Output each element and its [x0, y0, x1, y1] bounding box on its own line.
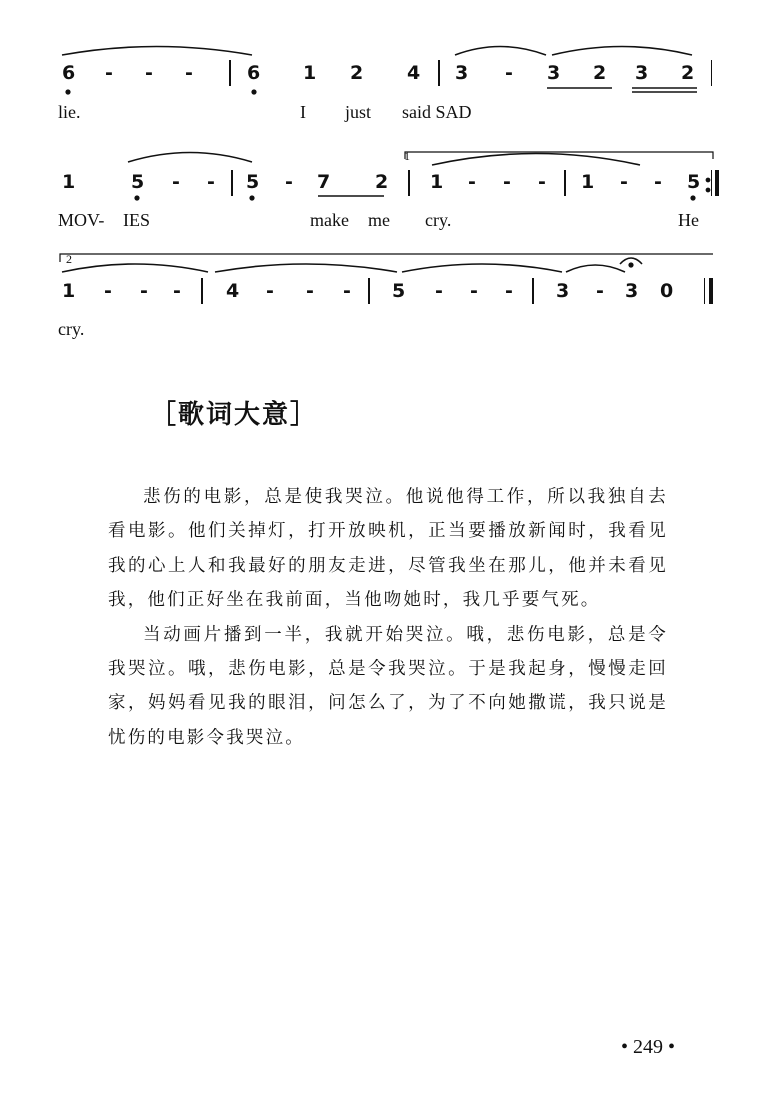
repeat-bar-thick: [715, 170, 719, 196]
note: 1: [62, 171, 76, 193]
note: -: [104, 280, 112, 302]
note: -: [285, 171, 293, 193]
final-bar-thin: [704, 278, 705, 304]
note: 3: [547, 62, 561, 84]
note: 3: [635, 62, 649, 84]
note: -: [343, 280, 351, 302]
note: -: [470, 280, 478, 302]
note: 3: [455, 62, 469, 84]
note: 5: [392, 280, 406, 302]
bar-line: [201, 278, 203, 304]
note: 7: [317, 171, 331, 193]
repeat-bar-thin: [711, 170, 712, 196]
note: 2: [681, 62, 695, 84]
final-bar-thick: [709, 278, 713, 304]
note: -: [468, 171, 476, 193]
lyric: cry.: [58, 319, 85, 339]
note: -: [538, 171, 546, 193]
note: -: [140, 280, 148, 302]
note: 6: [62, 62, 76, 84]
note: -: [503, 171, 511, 193]
note: 4: [226, 280, 240, 302]
note: -: [654, 171, 662, 193]
note: -: [173, 280, 181, 302]
bar-line: [368, 278, 370, 304]
lyric: I: [300, 102, 306, 122]
lyric: He: [678, 210, 699, 230]
note: 1: [581, 171, 595, 193]
note: 1: [430, 171, 444, 193]
note: 2: [375, 171, 389, 193]
lyrics-translation: [108, 480, 668, 755]
note: -: [185, 62, 193, 84]
note: 1: [303, 62, 317, 84]
note: -: [207, 171, 215, 193]
lyric: make: [310, 210, 349, 230]
note: 4: [407, 62, 421, 84]
lyric: me: [368, 210, 390, 230]
paragraph: 当动画片播到一半，我就开始哭泣。哦，悲伤电影，总是令我哭泣。哦，悲伤电影，总是令我哭泣。于是我起身，慢慢走回家，妈妈看见我的眼泪，问怎么了，为了不向她撒谎，我只说是忧伤的电影令我哭泣。: [108, 624, 668, 748]
bar-line: [564, 170, 566, 196]
note: -: [105, 62, 113, 84]
bar-line: [408, 170, 410, 196]
note: 5: [131, 171, 145, 193]
bar-line: [532, 278, 534, 304]
note: 1: [62, 280, 76, 302]
section-title: ［歌词大意］: [150, 400, 319, 430]
note: 2: [350, 62, 364, 84]
lyric: MOV-: [58, 210, 105, 230]
page-number: • 249 •: [621, 1036, 676, 1058]
music-score: [0, 0, 772, 360]
note: 5: [246, 171, 260, 193]
bar-line: [711, 60, 712, 86]
note: -: [505, 62, 513, 84]
volta-1-number: 1: [404, 149, 410, 163]
lyric: said SAD: [402, 102, 472, 122]
note: -: [435, 280, 443, 302]
note: -: [266, 280, 274, 302]
note: -: [620, 171, 628, 193]
bar-line: [438, 60, 440, 86]
note: -: [172, 171, 180, 193]
note: -: [505, 280, 513, 302]
bar-line: [229, 60, 231, 86]
note: -: [306, 280, 314, 302]
paragraph: 悲伤的电影，总是使我哭泣。他说他得工作，所以我独自去看电影。他们关掉灯，打开放映机，正当要播放新闻时，我看见我的心上人和我最好的朋友走进，尽管我坐在那儿，他并未看见我，他们正好坐在我前面，当他吻她时，我几乎要气死。: [108, 487, 668, 611]
note: 0: [660, 280, 674, 302]
note: 3: [556, 280, 570, 302]
note: -: [596, 280, 604, 302]
note: 3: [625, 280, 639, 302]
lyric: IES: [123, 210, 150, 230]
note: 6: [247, 62, 261, 84]
note: -: [145, 62, 153, 84]
lyric: cry.: [425, 210, 452, 230]
lyric: lie.: [58, 102, 81, 122]
volta-2-number: 2: [66, 252, 72, 266]
bar-line: [231, 170, 233, 196]
note: 5: [687, 171, 701, 193]
note: 2: [593, 62, 607, 84]
lyric: just: [345, 102, 372, 122]
